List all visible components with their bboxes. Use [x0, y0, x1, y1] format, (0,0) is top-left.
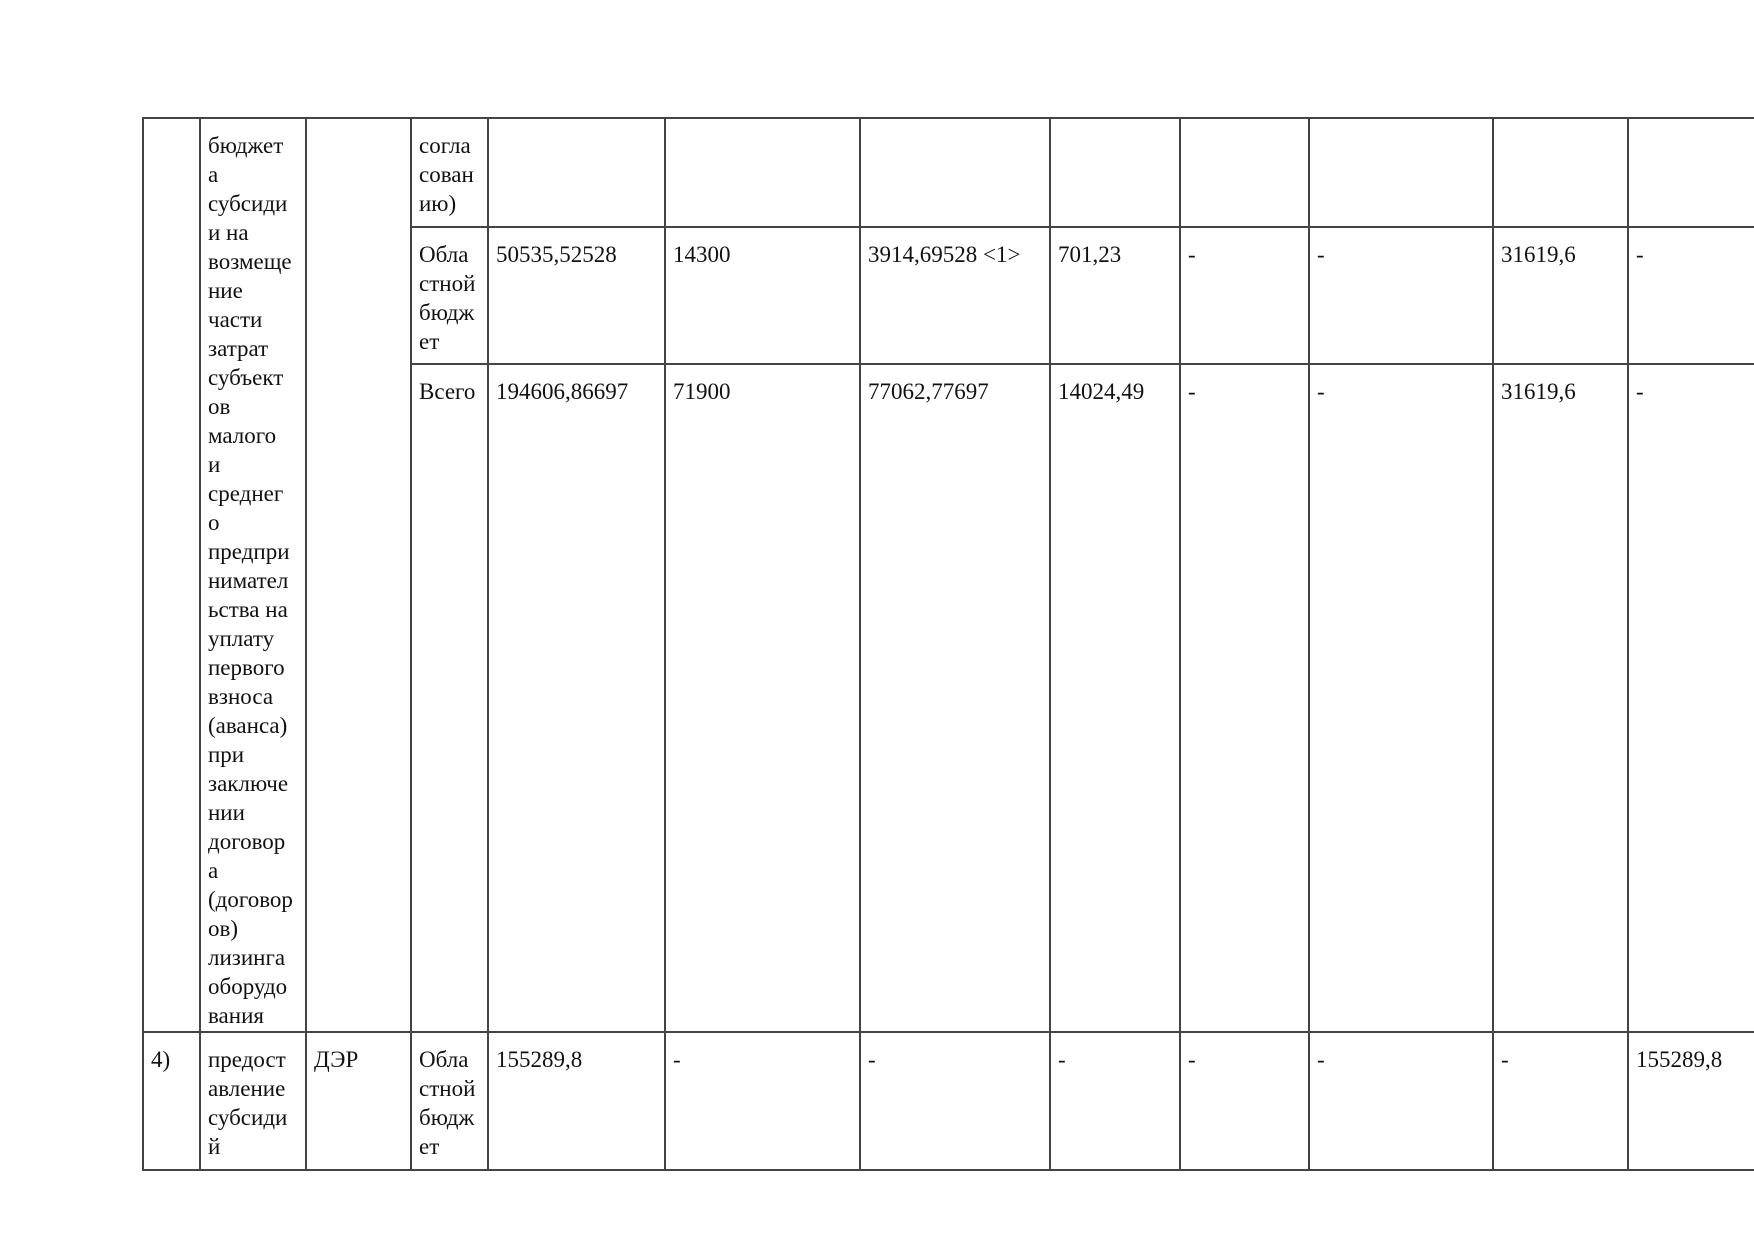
value-cell — [859, 117, 1051, 228]
value-cell — [1179, 117, 1310, 228]
funding-source-cell: Обла стной бюдж ет — [410, 1031, 489, 1171]
value-cell: 50535,52528 — [487, 226, 666, 365]
value-cell — [1308, 117, 1494, 228]
measure-description-cell: бюджет а субсиди и на возмеще ние части затрат субъект ов малого и среднег о предпри нимател ьства на уплату первого взноса (аванса) при заключе нии договор а (договор ов) лизинга оборудо вания — [199, 117, 307, 1033]
value-cell: 3914,69528 <1> — [859, 226, 1051, 365]
value-cell — [1049, 117, 1181, 228]
value-cell: - — [1049, 1031, 1181, 1171]
value-cell: - — [1179, 226, 1310, 365]
value-cell: 14024,49 — [1049, 363, 1181, 1033]
value-cell: 71900 — [664, 363, 861, 1033]
value-cell: 194606,86697 — [487, 363, 666, 1033]
value-cell: 14300 — [664, 226, 861, 365]
value-cell — [1492, 117, 1629, 228]
funding-source-cell: согла сован ию) — [410, 117, 489, 228]
row-number-cell — [142, 117, 201, 1033]
executor-cell — [305, 117, 412, 1033]
value-cell: - — [1308, 1031, 1494, 1171]
value-cell: 31619,6 — [1492, 226, 1629, 365]
measure-description-cell: предост авление субсиди й — [199, 1031, 307, 1171]
value-cell — [487, 117, 666, 228]
value-cell: - — [1627, 226, 1754, 365]
value-cell: - — [1179, 363, 1310, 1033]
value-cell — [664, 117, 861, 228]
value-cell: - — [664, 1031, 861, 1171]
value-cell — [1627, 117, 1754, 228]
value-cell: - — [1492, 1031, 1629, 1171]
value-cell: 31619,6 — [1492, 363, 1629, 1033]
value-cell: - — [859, 1031, 1051, 1171]
executor-cell: ДЭР — [305, 1031, 412, 1171]
value-cell: - — [1627, 363, 1754, 1033]
value-cell: - — [1179, 1031, 1310, 1171]
value-cell: 155289,8 — [1627, 1031, 1754, 1171]
funding-source-cell: Обла стной бюдж ет — [410, 226, 489, 365]
funding-source-cell: Всего — [410, 363, 489, 1033]
row-number-cell: 4) — [142, 1031, 201, 1171]
value-cell: 77062,77697 — [859, 363, 1051, 1033]
value-cell: 155289,8 — [487, 1031, 666, 1171]
value-cell: - — [1308, 363, 1494, 1033]
value-cell: - — [1308, 226, 1494, 365]
value-cell: 701,23 — [1049, 226, 1181, 365]
